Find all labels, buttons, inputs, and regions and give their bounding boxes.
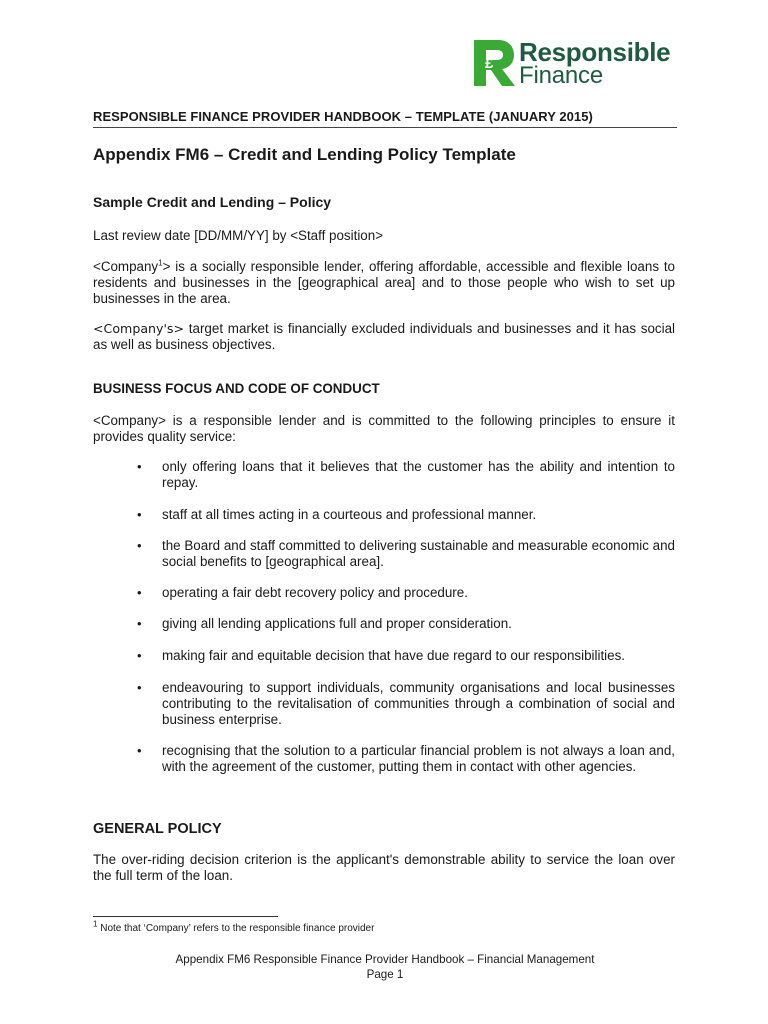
footnote [93, 919, 375, 934]
bullet-marker: • [137, 616, 142, 631]
target-market-text: target market is financially excluded individuals and businesses and it has social as well as business objectives. [93, 321, 675, 352]
logo-line-responsible: Responsible [519, 37, 671, 67]
list-item: operating a fair debt recovery policy and procedure. [162, 585, 468, 600]
list-item: the Board and staff committed to delivering sustainable and measurable economic and social benefits to [geographical area]. [162, 538, 675, 569]
running-header: RESPONSIBLE FINANCE PROVIDER HANDBOOK – TEMPLATE (JANUARY 2015) [93, 109, 593, 124]
business-focus-heading: BUSINESS FOCUS AND CODE OF CONDUCT [93, 381, 380, 396]
svg-text:£: £ [485, 55, 494, 72]
intro-paragraph [93, 259, 675, 306]
page-title: Appendix FM6 – Credit and Lending Policy Template [93, 145, 516, 164]
logo-wordmark [519, 39, 670, 88]
responsible-finance-logo [472, 38, 672, 90]
page-footer-title: Appendix FM6 Responsible Finance Provider Handbook – Financial Management [175, 953, 595, 966]
bullet-marker: • [137, 459, 142, 474]
bullet-marker: • [137, 507, 142, 522]
list-item: giving all lending applications full and proper consideration. [162, 616, 512, 631]
general-policy-paragraph: The over-riding decision criterion is the applicant's demonstrable ability to service the loan over the full term of the loan. [93, 852, 675, 883]
review-date-line: Last review date [DD/MM/YY] by <Staff position> [93, 228, 384, 243]
footnote-text: Note that ‘Company’ refers to the responsible finance provider [97, 923, 375, 934]
intro-text: > is a socially responsible lender, offering affordable, accessible and flexible loans to residents and businesses in the [geographical area] and to those people who wish to set up businesses in the area. [93, 259, 675, 306]
logo-line-finance: Finance [519, 62, 603, 89]
footnote-divider [93, 916, 278, 917]
target-company-tag: <Company's> [93, 321, 185, 336]
list-item: endeavouring to support individuals, community organisations and local businesses contributing to the revitalisation of communities through a combination of social and business enterprise. [162, 680, 675, 727]
list-item: recognising that the solution to a particular financial problem is not always a loan and, with the agreement of the customer, putting them in contact with other agencies. [162, 743, 675, 774]
bullet-marker: • [137, 648, 142, 663]
general-policy-heading: GENERAL POLICY [93, 821, 222, 837]
footnote-ref: 1 [158, 258, 163, 268]
section-subtitle: Sample Credit and Lending – Policy [93, 194, 332, 210]
list-item: only offering loans that it believes that the customer has the ability and intention to repay. [162, 459, 675, 490]
list-item: staff at all times acting in a courteous and professional manner. [162, 507, 537, 522]
logo-r-mark-icon [472, 38, 516, 88]
list-item: making fair and equitable decision that have due regard to our responsibilities. [162, 648, 626, 663]
intro-company-tag: <Company [93, 259, 159, 274]
bullet-marker: • [137, 585, 142, 600]
bullet-marker: • [137, 538, 142, 553]
page-number: Page 1 [366, 968, 404, 981]
bullet-marker: • [137, 743, 142, 758]
footnote-number: 1 [93, 919, 98, 929]
business-focus-intro: <Company> is a responsible lender and is committed to the following principles to ensure it provides quality service: [93, 413, 675, 444]
header-divider [93, 127, 677, 128]
bullet-marker: • [137, 680, 142, 695]
target-market-paragraph [93, 321, 675, 353]
